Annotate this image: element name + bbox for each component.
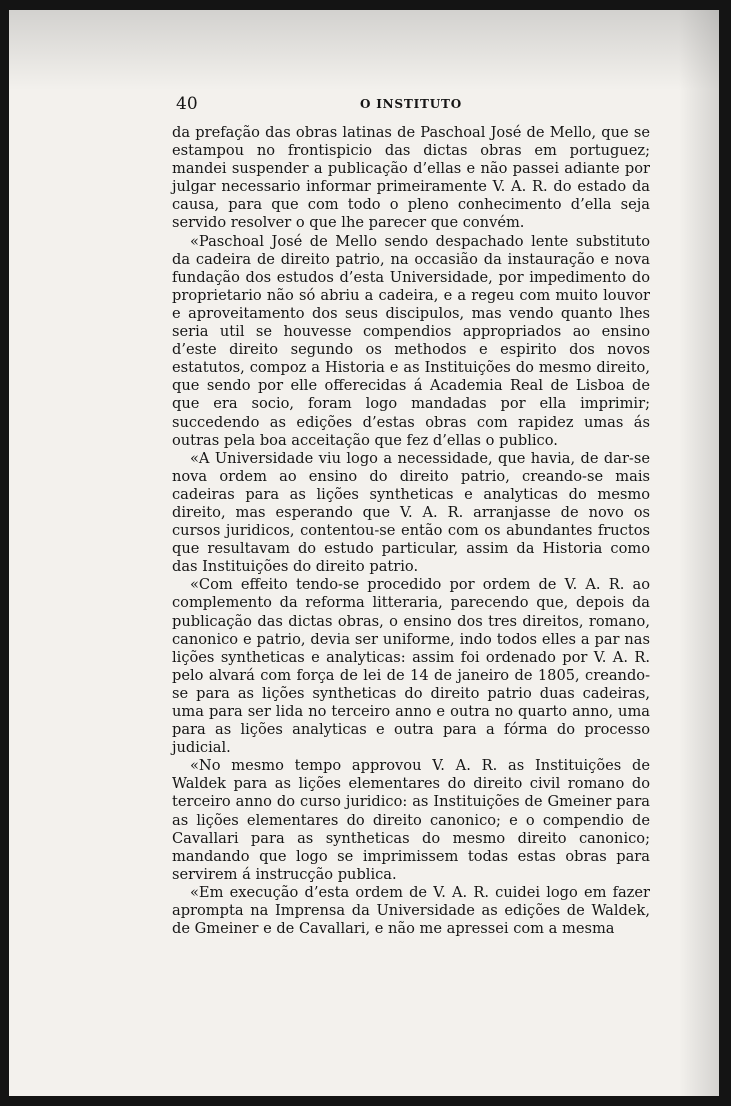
paragraph: «Com effeito tendo-se procedido por ordem de V. A. R. ao complemento da reforma litteraria, parecendo que, depois da publicação das dictas obras, o ensino dos tres direitos, romano, canonico e patrio, devia ser uniforme, indo todos elles a par nas lições syntheticas e analyticas: assim foi ordenado por V. A. R. pelo alvará com força de lei de 14 de janeiro de 1805, creando-se para as lições syntheticas do direito patrio duas cadeiras, uma para ser lida no terceiro anno e outra no quarto anno, uma para as lições analyticas e outra para a fórma do processo judicial. (172, 576, 650, 757)
paragraph: «A Universidade viu logo a necessidade, que havia, de dar-se nova ordem ao ensino do direito patrio, creando-se mais cadeiras para as lições syntheticas e analyticas do mesmo direito, mas esperando que V. A. R. arranjasse de novo os cursos juridicos, contentou-se então com os abundantes fructos que resultavam do estudo particular, assim da Historia como das Instituições do direito patrio. (172, 449, 650, 576)
running-head (172, 94, 650, 124)
paragraph-continuation: da prefação das obras latinas de Paschoal José de Mello, que se estampou no frontispicio das dictas obras em portuguez; mandei suspender a publicação d’ellas e não passei adiante por julgar necessario informar primeiramente V. A. R. do estado da causa, para que com todo o pleno conhecimento d’ella seja servido resolver o que lhe parecer que convém. (172, 124, 650, 232)
journal-title: O INSTITUTO (360, 97, 462, 111)
body-text (172, 124, 650, 938)
page-number: 40 (176, 94, 198, 114)
book-page (172, 94, 650, 938)
paragraph: «No mesmo tempo approvou V. A. R. as Instituições de Waldek para as lições elementares do direito civil romano do terceiro anno do curso juridico: as Instituições de Gmeiner para as lições elementares do direito canonico; e o compendio de Cavallari para as syntheticas do mesmo direito canonico; mandando que logo se imprimissem todas estas obras para servirem á instrucção publica. (172, 757, 650, 883)
paragraph: «Em execução d’esta ordem de V. A. R. cuidei logo em fazer aprompta na Imprensa da Universidade as edições de Waldek, de Gmeiner e de Cavallari, e não me apressei com a mesma (172, 883, 650, 938)
paragraph: «Paschoal José de Mello sendo despachado lente substituto da cadeira de direito patrio, na occasião da instauração e nova fundação dos estudos d’esta Universidade, por impedimento do proprietario não só abriu a cadeira, e a regeu com muito louvor e aproveitamento dos seus discipulos, mas vendo quanto lhes seria util se houvesse compendios appropriados ao ensino d’este direito segundo os methodos e espirito dos novos estatutos, compoz a Historia e as Instituições do mesmo direito, que sendo por elle offerecidas á Academia Real de Lisboa de que era socio, foram logo mandadas por ella imprimir; succedendo as edições d’estas obras com rapidez umas ás outras pela boa acceitação que fez d’ellas o publico. (172, 232, 650, 449)
